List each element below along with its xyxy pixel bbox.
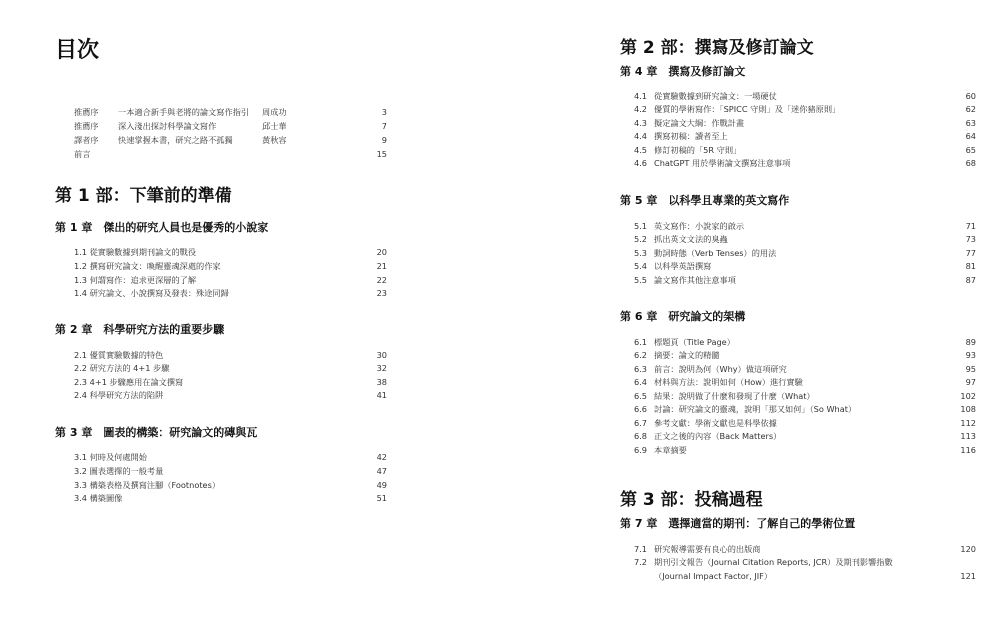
entry-number: 6.4 xyxy=(634,377,648,387)
page-number: 49 xyxy=(376,480,387,490)
front-matter-kind: 推薦序 xyxy=(74,121,99,131)
chapter-title: 第 7 章 選擇適當的期刊：了解自己的學術位置 xyxy=(620,517,856,530)
front-matter-kind: 推薦序 xyxy=(74,107,99,117)
entry-number: 6.8 xyxy=(634,431,648,441)
entry-number: 7.2 xyxy=(634,557,648,567)
page-number: 87 xyxy=(965,275,976,285)
page-number: 51 xyxy=(376,493,387,503)
page-number: 113 xyxy=(960,431,976,441)
page-number: 93 xyxy=(965,350,976,360)
toc-entry: 3.4 構築圖像 xyxy=(74,493,123,503)
page-number: 97 xyxy=(965,377,976,387)
toc-entry: 1.3 何謂寫作：追求更深層的了解 xyxy=(74,275,197,285)
part-title: 第 3 部：投稿過程 xyxy=(620,490,763,510)
front-matter-kind: 譯者序 xyxy=(74,135,99,145)
page-number: 81 xyxy=(965,261,976,271)
front-matter-author: 邱士華 xyxy=(262,121,287,131)
toc-entry: 1.1 從實驗數據到期刊論文的戰役 xyxy=(74,247,197,257)
toc-entry: 動詞時態（Verb Tenses）的用法 xyxy=(654,248,777,258)
page-number: 20 xyxy=(376,247,387,257)
entry-number: 6.1 xyxy=(634,337,648,347)
part-title: 第 2 部：撰寫及修訂論文 xyxy=(620,38,814,58)
toc-entry: 期刊引文報告（Journal Citation Reports, JCR）及期刊影響指數 xyxy=(654,557,893,567)
page-number: 47 xyxy=(376,466,387,476)
page-number: 32 xyxy=(376,363,387,373)
entry-number: 6.7 xyxy=(634,418,648,428)
toc-entry: 從實驗數據到研究論文：一場硬仗 xyxy=(654,91,777,101)
left-page xyxy=(0,0,502,624)
page-number: 121 xyxy=(960,571,976,581)
front-matter-author: 黃秋容 xyxy=(262,135,287,145)
toc-entry: 以科學英語撰寫 xyxy=(654,261,712,271)
page-number: 41 xyxy=(376,390,387,400)
page-number: 108 xyxy=(960,404,976,414)
page-number: 23 xyxy=(376,288,387,298)
toc-entry: 標題頁（Title Page） xyxy=(654,337,735,347)
toc-entry: 參考文獻：學術文獻也是科學依據 xyxy=(654,418,777,428)
page-number: 62 xyxy=(965,104,976,114)
toc-entry: 結果：說明做了什麼和發現了什麼（What） xyxy=(654,391,815,401)
page-number: 60 xyxy=(965,91,976,101)
entry-number: 6.2 xyxy=(634,350,648,360)
entry-number: 6.5 xyxy=(634,391,648,401)
entry-number: 4.1 xyxy=(634,91,648,101)
toc-entry: 英文寫作：小說家的啟示 xyxy=(654,221,745,231)
part-title: 第 1 部：下筆前的準備 xyxy=(55,186,232,206)
entry-number: 5.2 xyxy=(634,234,648,244)
front-matter-author: 周成功 xyxy=(262,107,287,117)
toc-entry: 2.2 研究方法的 4+1 步驟 xyxy=(74,363,170,373)
page-number: 7 xyxy=(381,121,387,131)
toc-entry: 前言：說明為何（Why）做這項研究 xyxy=(654,364,787,374)
entry-number: 5.4 xyxy=(634,261,648,271)
entry-number: 5.5 xyxy=(634,275,648,285)
page-number: 63 xyxy=(965,118,976,128)
toc-entry: 優質的學術寫作：「SPICC 守則」及「迷你豬原則」 xyxy=(654,104,841,114)
page-number: 22 xyxy=(376,275,387,285)
chapter-title: 第 6 章 研究論文的架構 xyxy=(620,310,746,323)
toc-entry: 2.4 科學研究方法的陷阱 xyxy=(74,390,164,400)
page-number: 3 xyxy=(381,107,387,117)
toc-entry: 材料與方法：說明如何（How）進行實驗 xyxy=(654,377,803,387)
toc-entry: ChatGPT 用於學術論文撰寫注意事項 xyxy=(654,158,791,168)
toc-entry: 2.1 優質實驗數據的特色 xyxy=(74,350,164,360)
front-matter-kind: 前言 xyxy=(74,149,91,159)
toc-entry: 1.4 研究論文、小說撰寫及發表：殊途同歸 xyxy=(74,288,229,298)
page-number: 116 xyxy=(960,445,976,455)
toc-entry: 研究報導需要有良心的出版商 xyxy=(654,544,761,554)
page-number: 77 xyxy=(965,248,976,258)
page-number: 65 xyxy=(965,145,976,155)
entry-number: 5.3 xyxy=(634,248,648,258)
page-number: 89 xyxy=(965,337,976,347)
entry-number: 7.1 xyxy=(634,544,648,554)
page-number: 71 xyxy=(965,221,976,231)
page-number: 102 xyxy=(960,391,976,401)
entry-number: 4.6 xyxy=(634,158,648,168)
toc-entry: 正文之後的內容（Back Matters） xyxy=(654,431,782,441)
page-number: 15 xyxy=(376,149,387,159)
entry-number: 5.1 xyxy=(634,221,648,231)
toc-entry: 討論：研究論文的靈魂，說明「那又如何」（So What） xyxy=(654,404,857,414)
entry-number: 4.4 xyxy=(634,131,648,141)
chapter-title: 第 2 章 科學研究方法的重要步驟 xyxy=(55,323,225,336)
page-number: 112 xyxy=(960,418,976,428)
page-number: 68 xyxy=(965,158,976,168)
toc-entry: 1.2 撰寫研究論文：喚醒靈魂深處的作家 xyxy=(74,261,221,271)
toc-entry: 本章摘要 xyxy=(654,445,687,455)
entry-number: 6.6 xyxy=(634,404,648,414)
page-number: 120 xyxy=(960,544,976,554)
page-number: 9 xyxy=(381,135,387,145)
page-number: 38 xyxy=(376,377,387,387)
toc-entry: 3.2 圖表選擇的一般考量 xyxy=(74,466,164,476)
page-number: 42 xyxy=(376,452,387,462)
toc-entry: （Journal Impact Factor, JIF） xyxy=(654,571,773,581)
entry-number: 6.9 xyxy=(634,445,648,455)
front-matter-title: 深入淺出探討科學論文寫作 xyxy=(118,121,217,131)
toc-entry: 修訂初稿的「5R 守則」 xyxy=(654,145,742,155)
chapter-title: 第 3 章 圖表的構築：研究論文的磚與瓦 xyxy=(55,426,258,439)
toc-entry: 論文寫作其他注意事項 xyxy=(654,275,736,285)
toc-entry: 3.3 構築表格及撰寫注腳（Footnotes） xyxy=(74,480,221,490)
right-page xyxy=(502,0,1005,624)
page-number: 30 xyxy=(376,350,387,360)
page-number: 95 xyxy=(965,364,976,374)
chapter-title: 第 5 章 以科學且專業的英文寫作 xyxy=(620,194,790,207)
toc-entry: 擬定論文大綱：作戰計畫 xyxy=(654,118,745,128)
toc-entry: 摘要：論文的精髓 xyxy=(654,350,720,360)
toc-entry: 抓出英文文法的臭蟲 xyxy=(654,234,728,244)
toc-entry: 3.1 何時及何處開始 xyxy=(74,452,147,462)
page-number: 64 xyxy=(965,131,976,141)
page-number: 21 xyxy=(376,261,387,271)
entry-number: 6.3 xyxy=(634,364,648,374)
front-matter-title: 一本適合新手與老將的論文寫作指引 xyxy=(118,107,250,117)
toc-entry: 撰寫初稿：讀者至上 xyxy=(654,131,728,141)
front-matter-title: 快速掌握本書，研究之路不孤獨 xyxy=(118,135,233,145)
entry-number: 4.3 xyxy=(634,118,648,128)
entry-number: 4.5 xyxy=(634,145,648,155)
chapter-title: 第 4 章 撰寫及修訂論文 xyxy=(620,65,746,78)
page-number: 73 xyxy=(965,234,976,244)
toc-entry: 2.3 4+1 步驟應用在論文撰寫 xyxy=(74,377,184,387)
chapter-title: 第 1 章 傑出的研究人員也是優秀的小說家 xyxy=(55,221,269,234)
entry-number: 4.2 xyxy=(634,104,648,114)
toc-title: 目次 xyxy=(55,38,100,63)
